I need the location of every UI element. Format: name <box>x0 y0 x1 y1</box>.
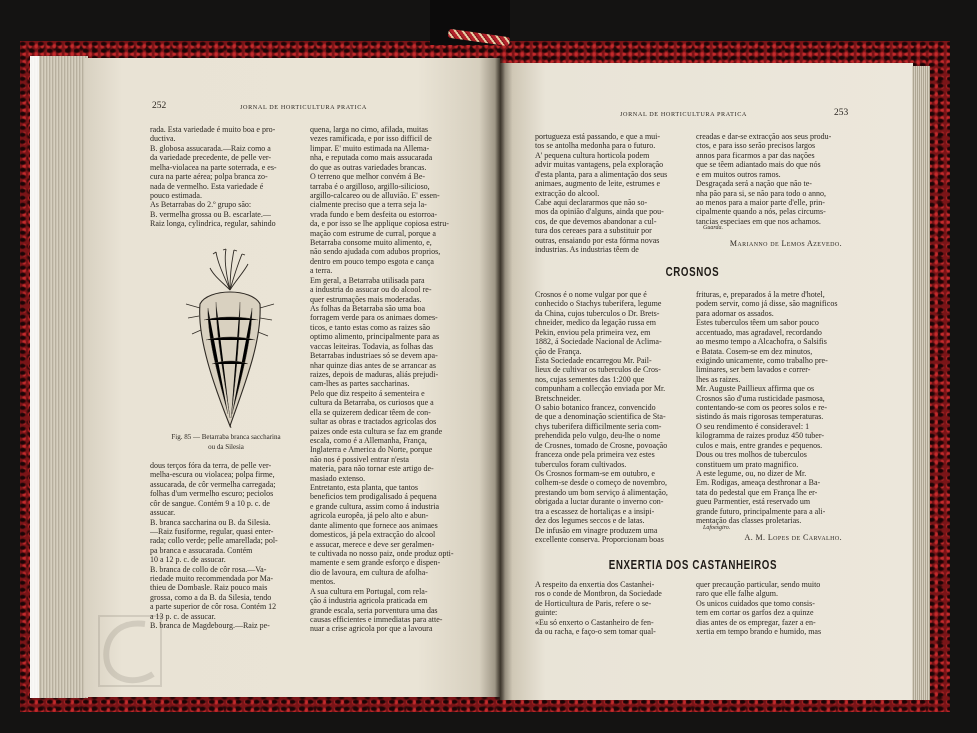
article-end-place: Guarda. <box>703 225 723 231</box>
enxertia-column-1: A respeito da enxertia dos Castanhei- ros o conde de Montbron, da Sociedade de Horticultura de Paris, refere o se- guinte: «Eu só enxerto o Castanheiro de fen- da ou racha, e faço-o sem tomar qual- <box>535 580 662 637</box>
figure-caption-line-2: ou da Silesia <box>208 443 244 451</box>
crosnos-heading-text: CROSNOS <box>665 265 720 279</box>
left-column-2: quena, larga no cimo, afilada, muitas vezes ramificada, e por isso difficil de limpar. E' muito estimada na Allema- nha, e reputada como mais assucarada do que as outras variedades brancas. O terreno que melhor convém á Be- tarraba é o argilloso, argillo-silicioso, argillo-calcareo ou de alluvião. E' essen- cialmente preciso que a terra seja la- vrada fundo e bem desfeita ou estorroa- da, e por isso se lhe applique copiosa estru- mação com estrume de curral, porque a Betarraba consome muito alimento, e, não sendo ajudada com adubos proprios, dentro em pouco tempo esgota e cança a terra. Em geral, a Betarraba utilisada para a industria do assucar ou do alcool re- quer estrumações mais moderadas. As folhas da Betarraba são uma boa forragem verde para os animaes domes- ticos, e tanto estas como as raizes são optimo alimento, principalmente para as vaccas leiteiras. Todavia, as folhas das Betarrabas industriaes só se devem apa- nhar quinze dias antes de se arrancar as raizes, depois de maduras, aliás prejudi- cam-lhes as partes saccharinas. Pelo que diz respeito á sementeira e cultura da Betarraba, os curiosos que a ella se quizerem dedicar têem de con- sultar as obras e tractados agricolas dos paizes onde esta cultura se faz em grande escala, como é a Allemanha, França, Inglaterra e America do Norte, porque não nos é possivel entrar n'esta materia, para não tornar este artigo de- masiado extenso. Entretanto, esta planta, que tantos beneficios tem prodigalisado á pequena e grande cultura, assim como á industria agricola europêa, já pelo alto e abun- dante alimento que fornece aos animaes domesticos, já pela extracção do alcool e assucar, merece e deve ser geralmen- te cultivada no nosso paiz, onde produz opti- mamente e sem grande esforço e dispen- dio de lavoura, em cultura de afolha- mentos. A sua cultura em Portugal, com rela- ção á industria agricola praticada em grande escala, seria porventura uma das causas efficientes e immediatas para atte- nuar a crise agricola por que a lavoura <box>310 125 454 634</box>
crosnos-author: A. M. Lopes de Carvalho. <box>744 533 842 542</box>
enxertia-heading-text: ENXERTIA DOS CASTANHEIROS <box>608 558 777 572</box>
beet-illustration <box>180 246 280 428</box>
running-title-right: JORNAL DE HORTICULTURA PRATICA <box>620 111 748 118</box>
crosnos-place: Lafoesgiro. <box>703 525 731 531</box>
article-end-author: Marianno de Lemos Azevedo. <box>729 239 842 248</box>
gutter-shadow <box>495 58 505 700</box>
crosnos-column-1: Crosnos é o nome vulgar por que é conhecido o Stachys tuberifera, legume da China, cujos tuberculos o Dr. Brets- chneider, medico da legação russa em Pekin, enviou pela primeira vez, em 1882, á Sociedade Nacional de Aclima- ção de França. Esta Sociedade encarregou Mr. Pail- lieux de cultivar os tuberculos de Cros- nos, cujas sementes das 1:200 que compunham a collecção enviada por Mr. Bretschneider. O sabio botanico francez, convencido de que a denominação scientifica de Sta- chys tuberifera difficilmente seria com- prehendida pelo vulgo, deu-lhe o nome de Crosnes, tomado de Crosne, povoação franceza onde pela primeira vez estes tuberculos foram cultivados. Os Crosnos formam-se em outubro, e colhem-se desde o começo de novembro, prestando um bom serviço á alimentação, obrigada a luctar durante o inverno con- tra a escassez de hortaliças e a insipi- dez dos legumes seccos e de latas. De infusão em vinagre produzem uma excellente conserva. Proporcionam boas <box>535 290 668 544</box>
page-number-left: 252 <box>152 101 167 111</box>
figure-caption-line-1: Fig. 85 — Betarraba branca saccharina <box>171 433 281 441</box>
page-edges-right <box>912 66 930 700</box>
enxertia-heading <box>535 556 850 574</box>
article-end-column-2: creadas e dar-se extracção aos seus produ- ctos, e para isso serão precisos largos annos para ficarmos a par das nações que se têem adiantado mais do que nós e em muitos outros ramos. Desgraçada será a nação que não te- nha pão para si, se não para todo o anno, ao menos para a maior parte d'elle, prin- cipalmente quando a nós, pelas circums- tancias especiaes em que nos achamos. <box>696 132 832 226</box>
left-column-1-top: rada. Esta variedade é muito boa e pro- ductiva. B. globosa assucarada.—Raiz como a da variedade precedente, de pelle ver- melha-violacea na parte soterrada, e es- cura na parte aérea; polpa branca zo- nada de vermelho. Esta variedade é pouco estimada. As Betarrabas do 2.º grupo são: B. vermelha grossa ou B. escarlate.— Raiz longa, cylindrica, regular, sahindo <box>150 125 277 229</box>
page-number-right: 253 <box>834 108 849 118</box>
running-title-left: JORNAL DE HORTICULTURA PRATICA <box>240 104 368 111</box>
crosnos-heading <box>535 263 850 281</box>
crosnos-column-2: frituras, e, preparados á la metre d'hotel, podem servir, como já disse, são magnificos para adornar os assados. Estes tuberculos têem um sabor pouco accentuado, mas agradavel, recordando ao mesmo tempo a Alcachofra, o Salsifis e Batata. Cosem-se em dez minutos, exigindo unicamente, como trabalho pre- liminares, ser bem lavados e correr- lhes as raizes. Mr. Auguste Paillieux affirma que os Crosnos são d'uma rusticidade pasmosa, contentando-se com os peores solos e re- sistindo ás mais rigorosas temperaturas. O seu rendimento é consideravel: 1 kilogramma de raizes produz 450 tuber- culos e mais, entre grandes e pequenos. Dous ou tres molhos de tuberculos constituem um prato magnifico. A este legume, ou, no dizer de Mr. Em. Rodigas, ameaça desthronar a Ba- tata do pedestal que em França lhe er- gueu Parmentier, está reservado um grande futuro, principalmente para a ali- mentação das classes proletarias. <box>696 290 838 526</box>
page-edges-left <box>30 56 88 698</box>
article-end-column-1: portugueza está passando, e que a mui- tos se antolha medonha para o futuro. A' pequena cultura horticola podem advir muitas vantagens, pela exploração d'esta planta, para a alimentação dos seus animaes, augmento de leite, estrumes e extracção do alcool. Cabe aqui declararmos que não so- mos da opinião d'alguns, ainda que pou- cos, de que devemos abandonar a cul- tura dos cereaes para a substituir por outras, ensaiando por esta fórma novas industrias. As industrias têem de <box>535 132 668 255</box>
enxertia-column-2: quer precaução particular, sendo muito raro que elle falhe algum. Os unicos cuidados que tomo consis- tem em cortar os garfos dez a quinze dias antes de os empregar, fazer a en- xertia em tempo brando e humido, mas <box>696 580 822 637</box>
left-column-1-bottom: dous terços fóra da terra, de pelle ver- melha-escura ou violacea; polpa firme, assucarada, de côr vermelha carregada; folhas d'um vermelho escuro; peciolos côr de sangue. Contém 9 a 10 p. c. de assucar. B. branca saccharina ou B. da Silesia. —Raiz fusiforme, regular, quasi enter- rada; collo verde; pelle amarellada; pol- pa branca e assucarada. Contém 10 a 12 p. c. de assucar. B. branca de collo de côr rosa.—Va- riedade muito recommendada por Ma- thieu de Dombasle. Raiz pouco mais grossa, como a da B. da Silesia, tendo a parte superior de côr rosa. Contém 12 a 13 p. c. de assucar. B. branca de Magdebourg.—Raiz pe- <box>150 461 278 631</box>
